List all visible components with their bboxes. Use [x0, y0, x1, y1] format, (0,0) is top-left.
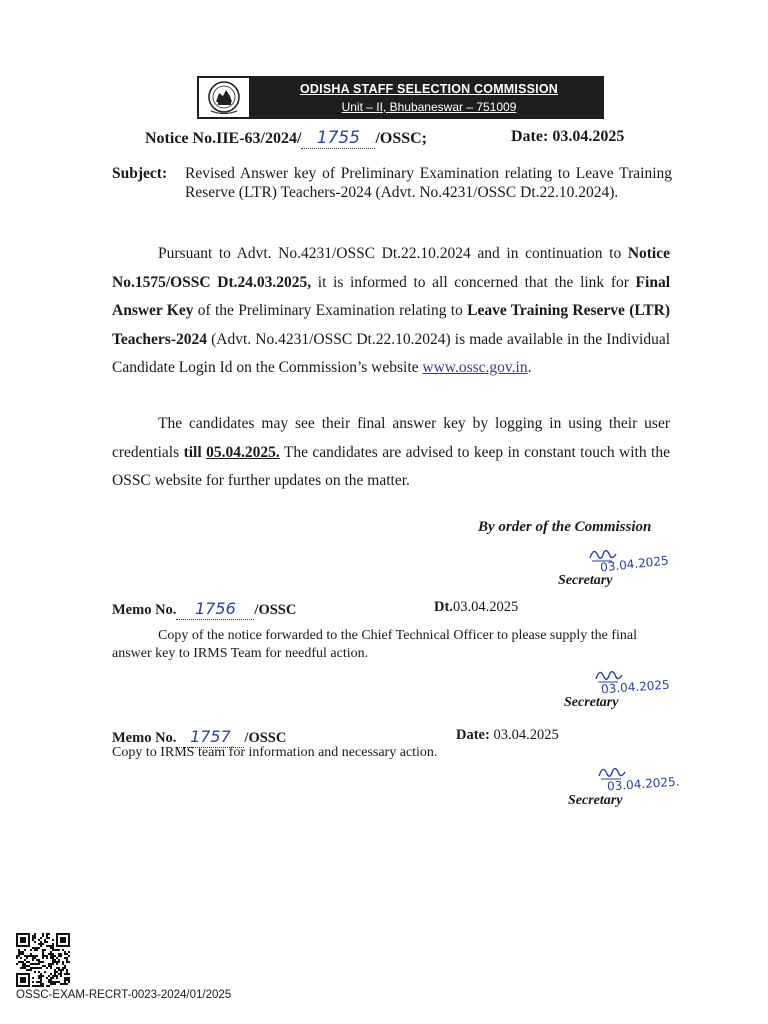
reference-code: OSSC-EXAM-RECRT-0023-2024/01/2025 — [16, 989, 232, 1001]
by-order-of-commission: By order of the Commission — [478, 519, 652, 535]
body-paragraph-1: Pursuant to Advt. No.4231/OSSC Dt.22.10.2024 and in continuation to Notice No.1575/OSSC Dt.24.03.2025, it is informed to all concerned that the link for Final Answer Key of the Preliminary Examination relating to Leave Training Reserve (LTR) Teachers-2024 (Advt. No.4231/OSSC Dt.22.10.2024) is made available in the Individual Candidate Login Id on the Commission’s website www.ossc.gov.in. — [112, 245, 670, 376]
memo-1-number: Memo No. 1756 /OSSC — [112, 599, 297, 618]
subject-label: Subject: — [112, 165, 168, 182]
notice-number — [145, 128, 427, 149]
body-paragraph-2: The candidates may see their final answer key by logging in using their user credentials till 05.04.2025. The candidates are advised to keep in constant touch with the OSSC website for further updates on the matter. — [112, 415, 670, 489]
organization-name: ODISHA STAFF SELECTION COMMISSION — [300, 82, 558, 96]
notice-suffix: /OSSC; — [375, 130, 428, 147]
memo-2-number: Memo No. 1757 /OSSC — [112, 727, 287, 746]
memo-2-handwritten-number: 1757 — [190, 727, 231, 746]
secretary-label-1: Secretary — [558, 573, 613, 588]
notice-prefix: Notice No.IIE-63/2024/ — [145, 130, 302, 147]
memo-2-date: Date: 03.04.2025 — [456, 727, 559, 743]
secretary-label-2: Secretary — [564, 695, 619, 710]
signature-date-3: 03.04.2025. — [606, 774, 680, 794]
secretary-label-3: Secretary — [568, 793, 623, 808]
notice-date: Date: 03.04.2025 — [511, 128, 625, 145]
signature-date-2: 03.04.2025 — [600, 677, 671, 697]
memo-1-handwritten-number: 1756 — [195, 599, 236, 618]
subject-text: Revised Answer key of Preliminary Examination relating to Leave Training Reserve (LTR) Teachers-2024 (Advt. No.4231/OSSC Dt.22.10.2024). — [185, 165, 672, 201]
odisha-emblem-icon — [199, 78, 249, 117]
memo-1-text: Copy of the notice forwarded to the Chief Technical Officer to please supply the final answer key to IRMS Team for needful action. — [112, 628, 638, 661]
memo-1-date: Dt.03.04.2025 — [434, 599, 519, 615]
notice-handwritten-number: 1755 — [301, 128, 375, 149]
website-link[interactable]: www.ossc.gov.in — [422, 359, 528, 376]
memo-2-text: Copy to IRMS team for information and necessary action. — [112, 745, 438, 760]
subject — [112, 164, 672, 202]
header-banner — [197, 76, 604, 119]
qr-code-icon — [16, 933, 70, 992]
signature-date-1: 03.04.2025 — [599, 553, 670, 575]
organization-address: Unit – II, Bhubaneswar – 751009 — [341, 100, 517, 114]
